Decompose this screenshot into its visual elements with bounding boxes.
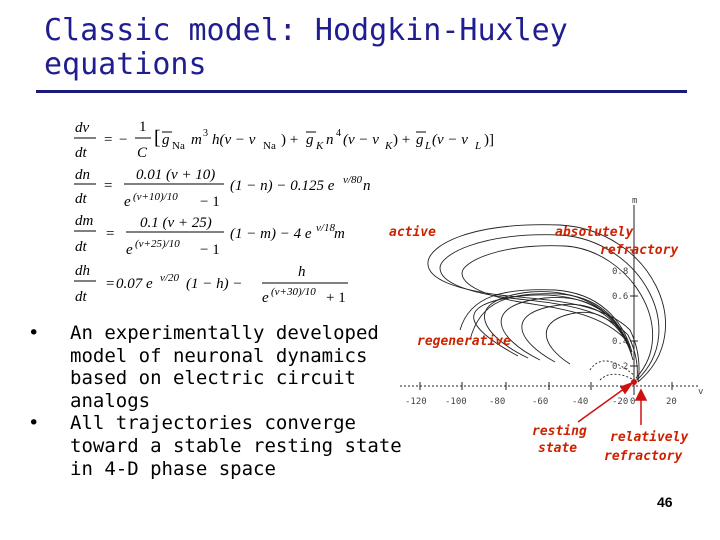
slide-title: Classic model: Hodgkin-Huxley equations — [44, 13, 568, 82]
svg-text:(1 − n) − 0.125 e: (1 − n) − 0.125 e — [230, 178, 335, 194]
svg-text:n: n — [326, 132, 334, 148]
svg-text:=: = — [106, 226, 115, 242]
label-resting: resting — [532, 424, 587, 439]
svg-text:e: e — [262, 290, 269, 306]
svg-text:dt: dt — [75, 239, 87, 255]
svg-text:−: − — [119, 132, 128, 148]
svg-text:− 1: − 1 — [200, 242, 220, 258]
y-tick: 0.2 — [612, 362, 629, 372]
svg-text:=: = — [104, 178, 113, 194]
svg-text:0.07 e: 0.07 e — [116, 276, 153, 292]
x-tick: -60 — [532, 397, 549, 407]
svg-text:=: = — [104, 132, 113, 148]
svg-text:1: 1 — [139, 119, 147, 135]
svg-text:K: K — [385, 140, 393, 152]
eq1-lhs-num: dv — [75, 120, 90, 136]
svg-text:h(v − v: h(v − v — [212, 132, 256, 148]
bullet-marker: • — [28, 412, 40, 435]
x-tick: -100 — [445, 397, 467, 407]
x-tick: -20 — [612, 397, 629, 407]
x-tick: -80 — [489, 397, 506, 407]
label-state: state — [538, 441, 578, 456]
svg-text:0.1 (v + 25): 0.1 (v + 25) — [140, 215, 212, 231]
svg-text:(v+25)/10: (v+25)/10 — [135, 238, 180, 250]
label-relatively-refractory: refractory — [604, 449, 683, 464]
y-tick: 0.6 — [612, 292, 629, 302]
y-tick: 0.4 — [612, 337, 629, 347]
svg-text:)]: )] — [484, 132, 494, 148]
svg-text:L: L — [425, 140, 432, 152]
svg-text:e: e — [124, 194, 131, 210]
x-tick: 0 — [630, 397, 636, 407]
svg-text:=: = — [106, 276, 115, 292]
svg-text:v/20: v/20 — [160, 272, 179, 284]
svg-text:dm: dm — [75, 213, 94, 229]
x-tick: -120 — [405, 397, 427, 407]
svg-text:h: h — [298, 264, 306, 280]
label-refractory: refractory — [600, 243, 679, 258]
x-axis-label: v — [698, 387, 704, 397]
svg-text:m: m — [334, 226, 345, 242]
svg-text:(1 − m) − 4 e: (1 − m) − 4 e — [230, 226, 312, 242]
svg-text:C: C — [137, 145, 148, 161]
svg-text:n: n — [363, 178, 371, 194]
bullet-text: All trajectories converge toward a stable resting state in 4-D phase space — [70, 412, 402, 480]
svg-text:Na: Na — [263, 140, 276, 152]
bullet-marker: • — [28, 322, 40, 344]
svg-text:v/80: v/80 — [343, 174, 362, 186]
bullet-list — [28, 322, 408, 480]
svg-text:+ 1: + 1 — [326, 290, 346, 306]
y-axis-label: m — [632, 196, 638, 206]
svg-text:g: g — [306, 132, 314, 148]
svg-text:e: e — [126, 242, 133, 258]
svg-text:(v+30)/10: (v+30)/10 — [271, 286, 316, 298]
svg-text:0.01 (v + 10): 0.01 (v + 10) — [136, 167, 216, 183]
label-regenerative: regenerative — [417, 334, 511, 349]
svg-text:(1 − h) −: (1 − h) − — [186, 276, 243, 292]
page-number: 46 — [657, 494, 673, 510]
x-tick: -40 — [572, 397, 589, 407]
svg-text:dn: dn — [75, 167, 90, 183]
svg-text:) +: ) + — [281, 132, 299, 148]
bullet-item — [28, 322, 408, 412]
label-absolutely: absolutely — [555, 225, 634, 240]
svg-text:dh: dh — [75, 263, 90, 279]
svg-text:) +: ) + — [393, 132, 411, 148]
label-active: active — [389, 225, 436, 240]
bullet-text: An experimentally developed model of neuronal dynamics based on electric circuit analogs — [70, 322, 379, 412]
eq1-lhs-den: dt — [75, 145, 87, 161]
svg-text:dt: dt — [75, 289, 87, 305]
svg-text:4: 4 — [336, 128, 341, 139]
svg-text:− 1: − 1 — [200, 194, 220, 210]
svg-text:dt: dt — [75, 191, 87, 207]
y-tick: 0.8 — [612, 267, 629, 277]
bullet-item — [28, 412, 408, 480]
svg-text:g: g — [416, 132, 424, 148]
svg-text:K: K — [316, 140, 324, 152]
svg-text:m: m — [191, 132, 202, 148]
svg-text:(v − v: (v − v — [343, 132, 379, 148]
svg-text:(v+10)/10: (v+10)/10 — [133, 191, 178, 203]
svg-text:3: 3 — [203, 128, 208, 139]
x-tick: 20 — [666, 397, 677, 407]
svg-text:Na: Na — [172, 140, 185, 152]
svg-text:(v − v: (v − v — [432, 132, 468, 148]
svg-text:v/18: v/18 — [316, 222, 335, 234]
svg-text:L: L — [475, 140, 482, 152]
svg-text:g: g — [162, 132, 170, 148]
label-relatively: relatively — [610, 430, 689, 445]
svg-text:[: [ — [154, 127, 161, 149]
